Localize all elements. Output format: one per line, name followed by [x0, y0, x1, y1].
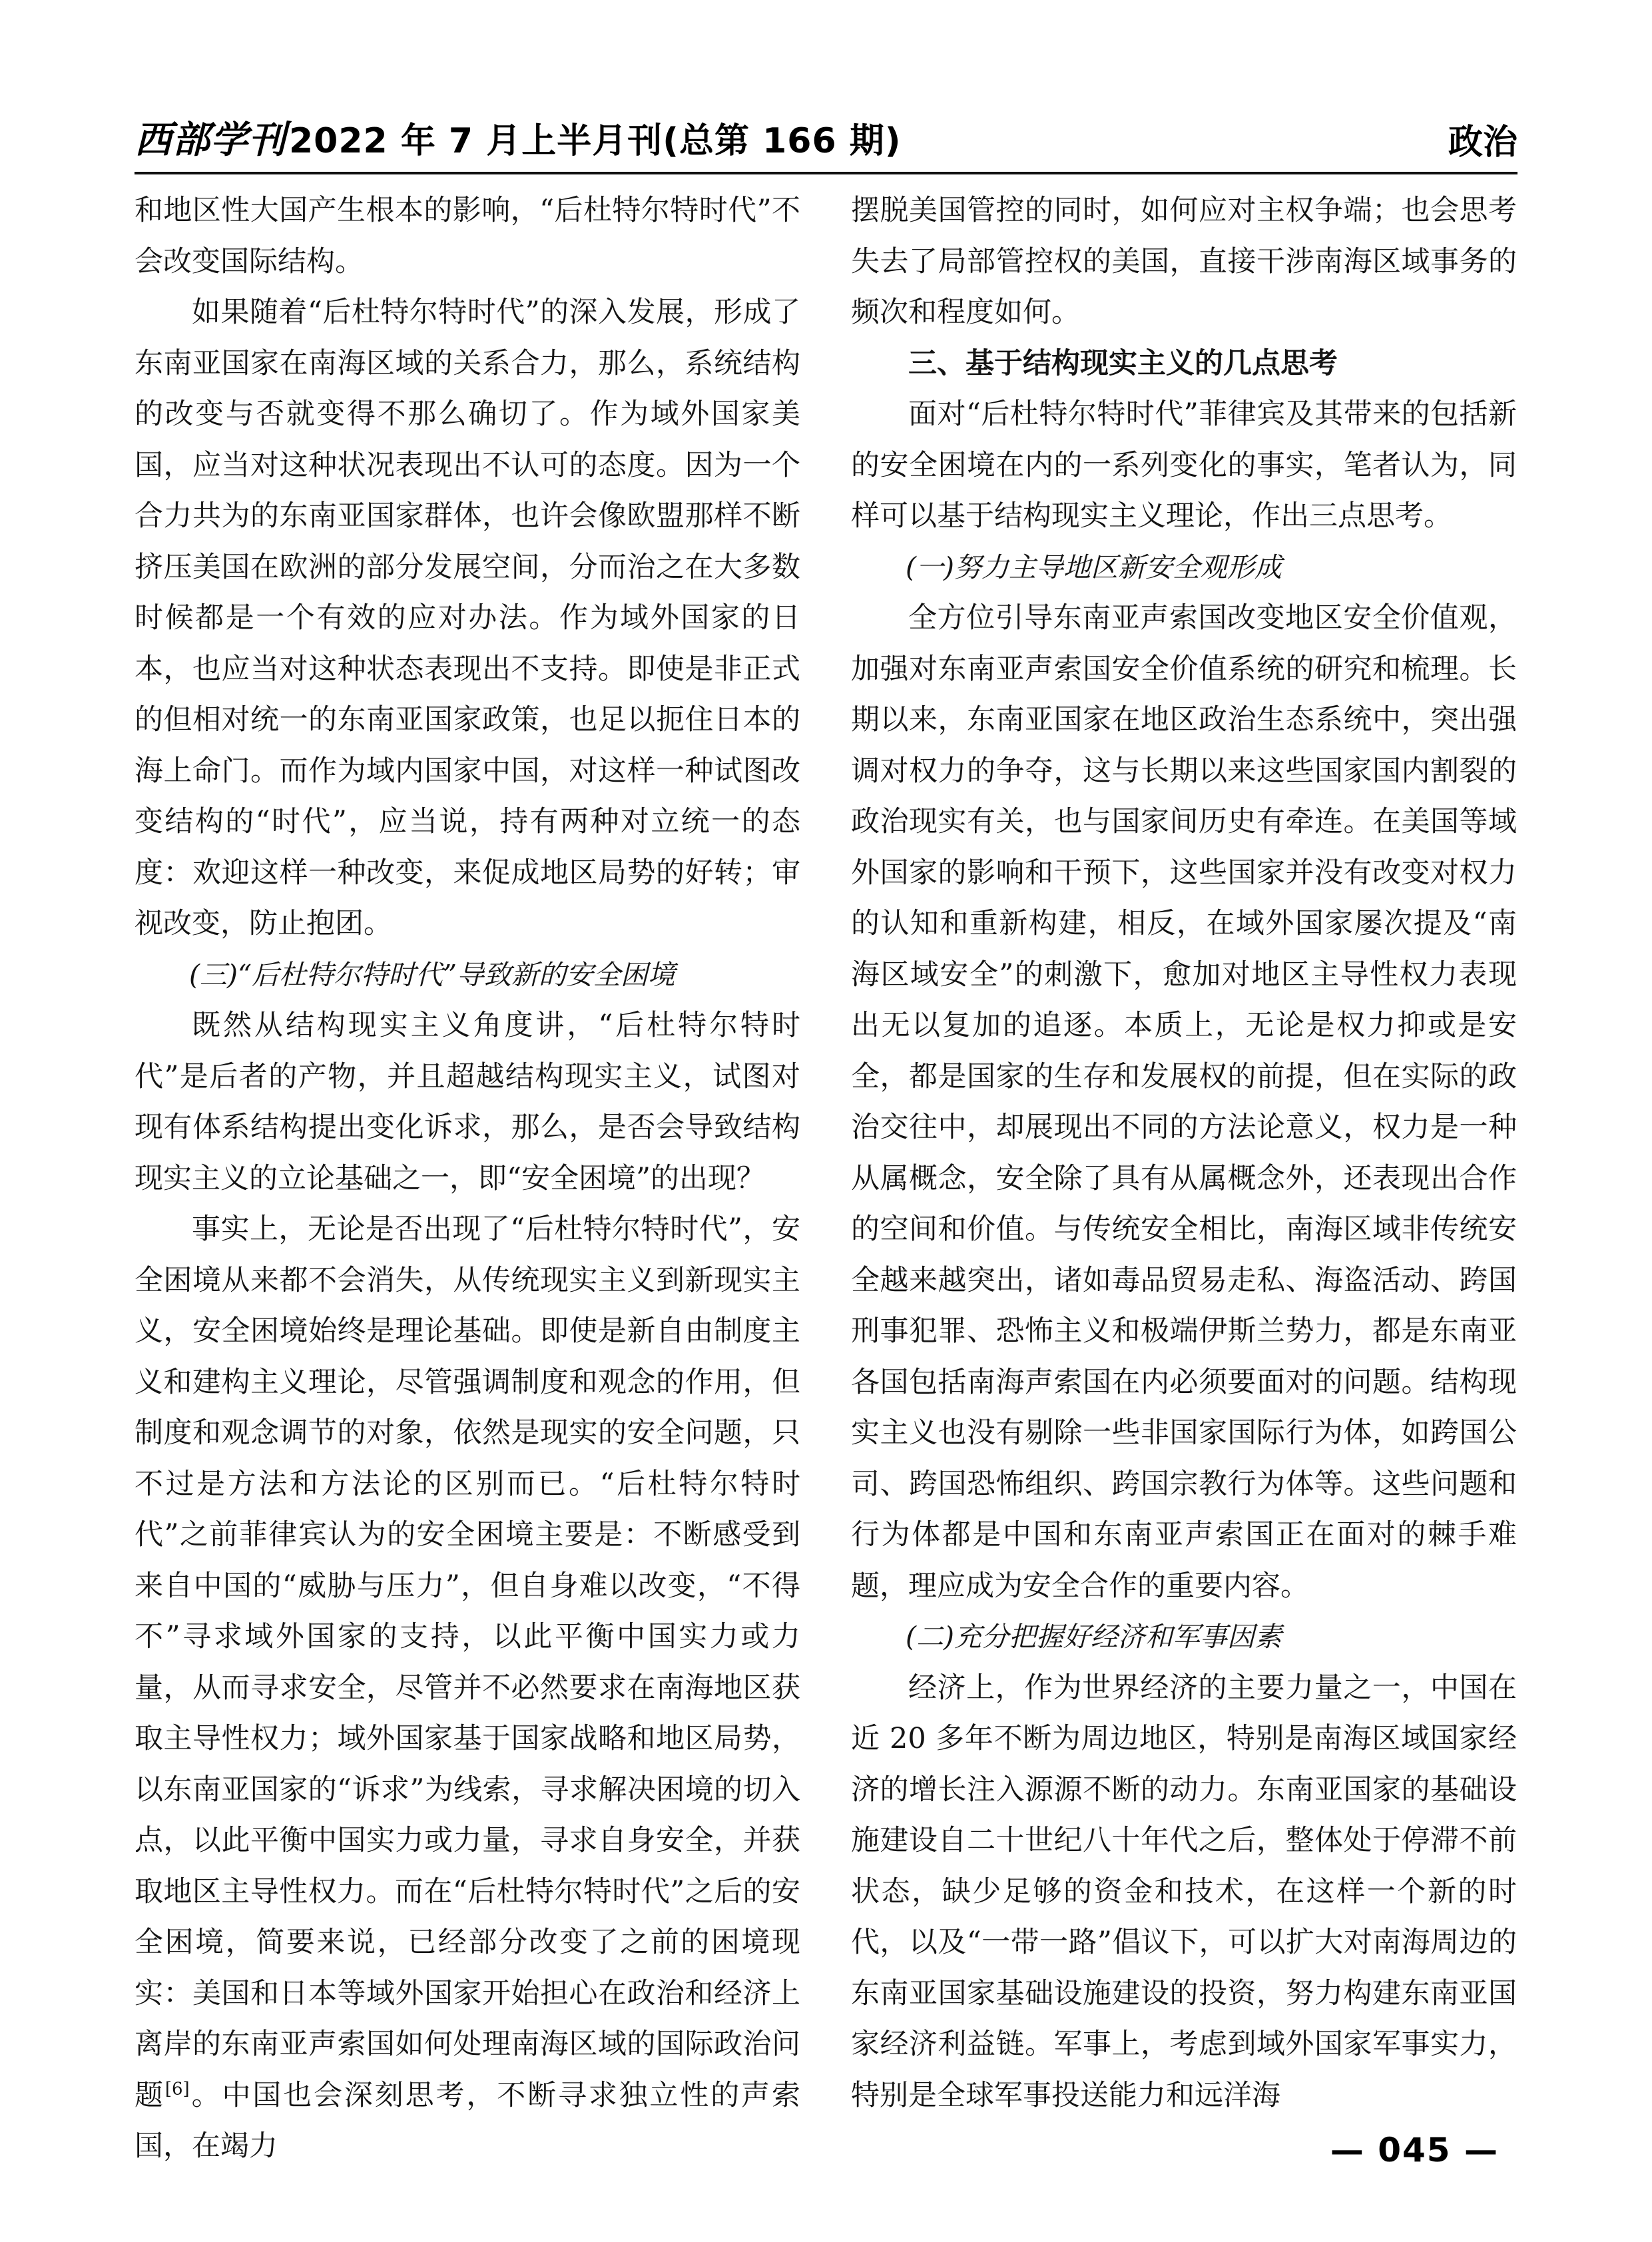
section-heading: 三、基于结构现实主义的几点思考 — [908, 346, 1338, 380]
left-column — [135, 185, 800, 2172]
journal-masthead — [135, 111, 902, 164]
journal-logo: 西部学刊 — [135, 119, 286, 162]
citation-marker: [6] — [164, 2079, 190, 2100]
paragraph-text: 。中国也会深刻思考，不断寻求独立性的声索国，在竭力 — [135, 2078, 801, 2163]
section-name: 政治 — [1448, 123, 1517, 162]
paragraph-text: 事实上，无论是否出现了“后杜特尔特时代”，安全困境从来都不会消失，从传统现实主义到新现实主义，安全困境始终是理论基础。即使是新自由制度主义和建构主义理论，尽管强调制度和观念的作用，但制度和观念调节的对象，依然是现实的安全问题，只不过是方法和方法论的区别而已。“后杜特尔特时代”之前菲律宾认为的安全困境主要是：不断感受到来自中国的“威胁与压力”，但自身难以改变，“不得不”寻求域外国家的支持，以此平衡中国实力或力量，从而寻求安全，尽管并不必然要求在南海地区获取主导性权力；域外国家基于国家战略和地区局势，以东南亚国家的“诉求”为线索，寻求解决困境的切入点，以此平衡中国实力或力量，寻求自身安全，并获取地区主导性权力。而在“后杜特尔特时代”之后的安全困境，简要来说，已经部分改变了之前的困境现实：美国和日本等域外国家开始担心在政治和经济上离岸的东南亚声索国如何处理南海区域的国际政治问题 — [135, 1213, 800, 2112]
paragraph: 面对“后杜特尔特时代”菲律宾及其带来的包括新的安全困境在内的一系列变化的事实，笔者认为，同样可以基于结构现实主义理论，作出三点思考。 — [851, 398, 1517, 533]
issue-info: 2022 年 7 月上半月刊(总第 166 期) — [289, 121, 902, 161]
paragraph: 如果随着“后杜特尔特时代”的深入发展，形成了东南亚国家在南海区域的关系合力，那么，系统结构的改变与否就变得不那么确切了。作为域外国家美国，应当对这种状况表现出不认可的态度。因为一个合力共为的东南亚国家群体，也许会像欧盟那样不断挤压美国在欧洲的部分发展空间，分而治之在大多数时候都是一个有效的应对办法。作为域外国家的日本，也应当对这种状态表现出不支持。即使是非正式的但相对统一的东南亚国家政策，也足以扼住日本的海上命门。而作为域内国家中国，对这样一种试图改变结构的“时代”，应当说，持有两种对立统一的态度：欢迎这样一种改变，来促成地区局势的好转；审视改变，防止抱团。 — [135, 296, 800, 940]
paragraph: 摆脱美国管控的同时，如何应对主权争端；也会思考失去了局部管控权的美国，直接干涉南海区域事务的频次和程度如何。 — [851, 194, 1517, 329]
running-header — [135, 112, 1517, 174]
paragraph: 既然从结构现实主义角度讲，“后杜特尔特时代”是后者的产物，并且超越结构现实主义，试图对现有体系结构提出变化诉求，那么，是否会导致结构现实主义的立论基础之一，即“安全困境”的出现？ — [135, 1009, 800, 1195]
paragraph: 全方位引导东南亚声索国改变地区安全价值观，加强对东南亚声索国安全价值系统的研究和梳理。长期以来，东南亚国家在地区政治生态系统中，突出强调对权力的争夺，这与长期以来这些国家国内割裂的政治现实有关，也与国家间历史有牵连。在美国等域外国家的影响和干预下，这些国家并没有改变对权力的认知和重新构建，相反，在域外国家屡次提及“南海区域安全”的刺激下，愈加对地区主导性权力表现出无以复加的追逐。本质上，无论是权力抑或是安全，都是国家的生存和发展权的前提，但在实际的政治交往中，却展现出不同的方法论意义，权力是一种从属概念，安全除了具有从属概念外，还表现出合作的空间和价值。与传统安全相比，南海区域非传统安全越来越突出，诸如毒品贸易走私、海盗活动、跨国刑事犯罪、恐怖主义和极端伊斯兰势力，都是东南亚各国包括南海声索国在内必须要面对的问题。结构现实主义也没有剔除一些非国家国际行为体，如跨国公司、跨国恐怖组织、跨国宗教行为体等。这些问题和行为体都是中国和东南亚声索国正在面对的棘手难题，理应成为安全合作的重要内容。 — [851, 601, 1517, 1603]
paragraph — [135, 1204, 800, 2172]
page-number: — 045 — — [1330, 2131, 1499, 2169]
subsection-heading: (三)“后杜特尔特时代”导致新的安全困境 — [189, 958, 675, 991]
paragraph: 经济上，作为世界经济的主要力量之一，中国在近 20 多年不断为周边地区，特别是南海区域国家经济的增长注入源源不断的动力。东南亚国家的基础设施建设自二十世纪八十年代之后，整体处于停滞不前状态，缺少足够的资金和技术，在这样一个新的时代，以及“一带一路”倡议下，可以扩大对南海周边的东南亚国家基础设施建设的投资，努力构建东南亚国家经济利益链。军事上，考虑到域外国家军事实力，特别是全球军事投送能力和远洋海 — [851, 1671, 1517, 2112]
right-column — [851, 185, 1517, 2121]
subsection-heading: (二)充分把握好经济和军事因素 — [906, 1621, 1282, 1653]
paragraph: 和地区性大国产生根本的影响，“后杜特尔特时代”不会改变国际结构。 — [135, 194, 800, 278]
subsection-heading: (一)努力主导地区新安全观形成 — [906, 551, 1282, 583]
